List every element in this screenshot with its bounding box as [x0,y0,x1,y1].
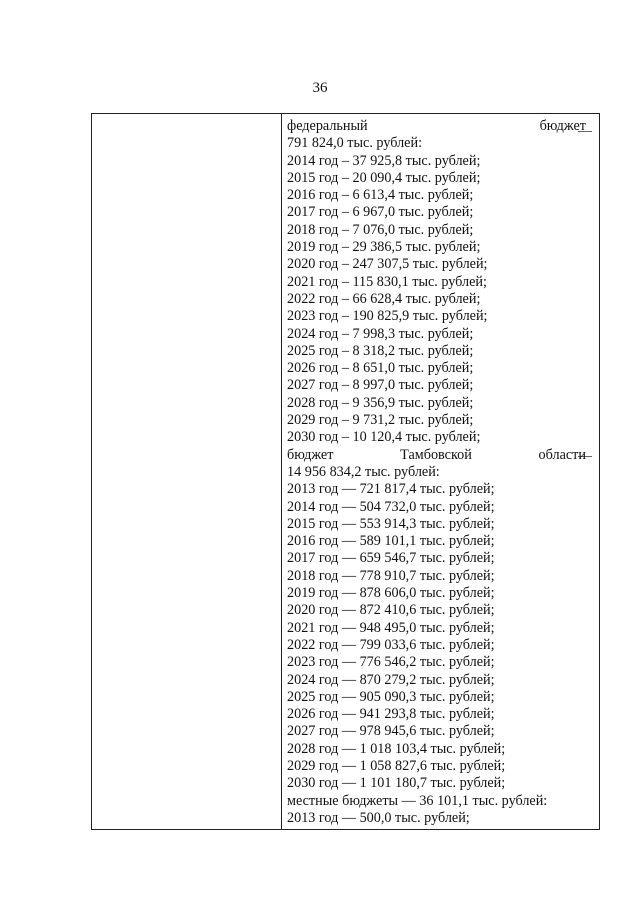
federal-heading-word: бюджет [539,118,586,134]
federal-heading-word: федеральный [287,118,368,134]
year-amount-line: 2021 год – 115 830,1 тыс. рублей; [287,273,487,290]
year-amount-line: 2029 год – 9 731,2 тыс. рублей; [287,412,474,429]
year-amount-line: 2019 год — 878 606,0 тыс. рублей; [287,585,495,602]
year-amount-line: 2015 год — 553 914,3 тыс. рублей; [287,515,495,532]
regional-budget-heading [287,447,586,464]
year-amount-line: 2023 год – 190 825,9 тыс. рублей; [287,308,488,325]
year-amount-line: 2027 год – 8 997,0 тыс. рублей; [287,377,474,394]
federal-budget-years [287,153,586,447]
year-amount-line: 2022 год – 66 628,4 тыс. рублей; [287,290,481,307]
regional-budget-years [287,481,586,792]
year-amount-line: 2023 год — 776 546,2 тыс. рублей; [287,654,495,671]
year-amount-line: 2016 год – 6 613,4 тыс. рублей; [287,187,474,204]
local-budget-total: местные бюджеты — 36 101,1 тыс. рублей: [287,792,548,809]
year-amount-line: 2026 год — 941 293,8 тыс. рублей; [287,706,495,723]
year-amount-line: 2025 год – 8 318,2 тыс. рублей; [287,342,474,359]
regional-heading-word: области [538,446,586,463]
year-amount-line: 2018 год – 7 076,0 тыс. рублей; [287,221,474,238]
funding-table [91,113,600,830]
year-amount-line: 2018 год — 778 910,7 тыс. рублей; [287,567,495,584]
year-amount-line: 2017 год — 659 546,7 тыс. рублей; [287,550,495,567]
year-amount-line: 2022 год — 799 033,6 тыс. рублей; [287,636,495,653]
year-amount-line: 2019 год – 29 386,5 тыс. рублей; [287,239,481,256]
year-amount-line: 2026 год – 8 651,0 тыс. рублей; [287,360,474,377]
year-amount-line: 2013 год — 500,0 тыс. рублей; [287,809,470,826]
year-amount-line: 2029 год — 1 058 827,6 тыс. рублей; [287,757,506,774]
regional-heading-word: бюджет [287,446,334,463]
year-amount-line: 2015 год – 20 090,4 тыс. рублей; [287,169,481,186]
federal-budget-total: 791 824,0 тыс. рублей: [287,135,423,152]
year-amount-line: 2014 год — 504 732,0 тыс. рублей; [287,498,495,515]
year-amount-line: 2021 год — 948 495,0 тыс. рублей; [287,619,495,636]
funding-sources-cell [287,118,586,827]
year-amount-line: 2027 год — 978 945,6 тыс. рублей; [287,723,495,740]
regional-budget-total: 14 956 834,2 тыс. рублей: [287,463,440,480]
year-amount-line: 2016 год — 589 101,1 тыс. рублей; [287,533,495,550]
year-amount-line: 2013 год — 721 817,4 тыс. рублей; [287,481,495,498]
page-number: 36 [312,80,328,96]
column-divider [281,114,282,829]
regional-heading-word: Тамбовской [400,446,472,463]
year-amount-line: 2028 год — 1 018 103,4 тыс. рублей; [287,740,506,757]
year-amount-line: 2020 год – 247 307,5 тыс. рублей; [287,256,488,273]
year-amount-line: 2025 год — 905 090,3 тыс. рублей; [287,688,495,705]
year-amount-line: 2020 год — 872 410,6 тыс. рублей; [287,602,495,619]
local-budget-years [287,810,586,827]
year-amount-line: 2014 год – 37 925,8 тыс. рублей; [287,152,481,169]
year-amount-line: 2024 год — 870 279,2 тыс. рублей; [287,671,495,688]
year-amount-line: 2017 год – 6 967,0 тыс. рублей; [287,204,474,221]
year-amount-line: 2030 год – 10 120,4 тыс. рублей; [287,429,481,446]
federal-budget-heading [287,118,586,135]
year-amount-line: 2024 год – 7 998,3 тыс. рублей; [287,325,474,342]
year-amount-line: 2028 год – 9 356,9 тыс. рублей; [287,394,474,411]
year-amount-line: 2030 год — 1 101 180,7 тыс. рублей; [287,775,506,792]
